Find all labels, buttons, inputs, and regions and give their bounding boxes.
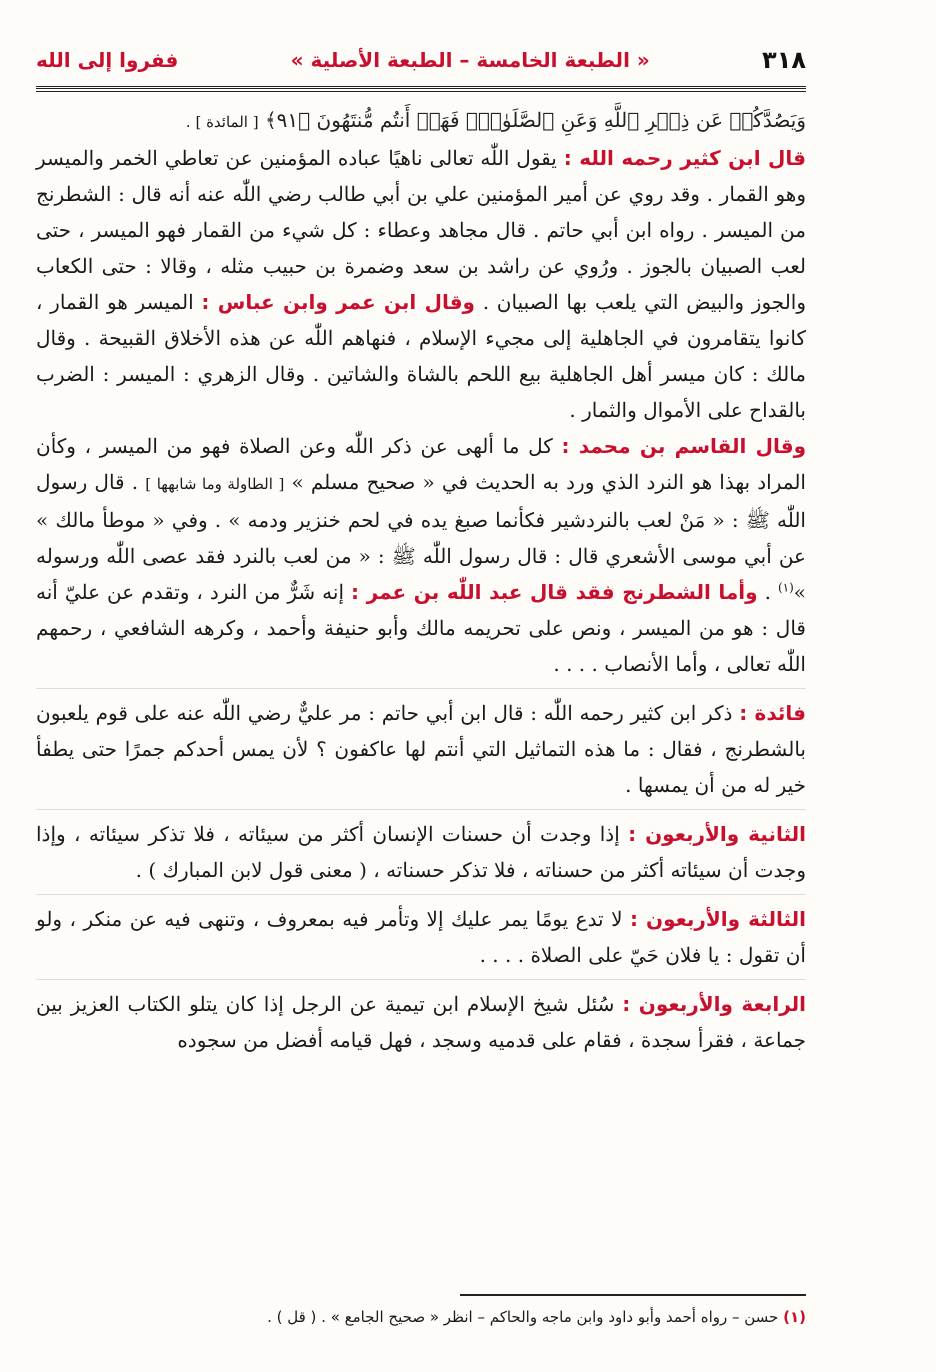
paragraph-text: . bbox=[757, 580, 778, 604]
paragraph-text: ذكر ابن كثير رحمه اللّٰه : قال ابن أبي حاتم : مر عليٌّ رضي اللّٰه عنه على قوم يلعبون بالشطرنج ، فقال : ما هذه التماثيل التي أنتم لها عاكفون ؟ لأن يمس أحدكم جمرًا حتى يطفأ خير له من أن يمسها . bbox=[36, 701, 806, 797]
verse-reference: [ المائدة ] . bbox=[185, 113, 259, 131]
paragraph-text: الميسر هو القمار ، كانوا يتقامرون في الجاهلية إلى مجيء الإسلام ، فنهاهم اللّٰه عن هذه الأخلاق القبيحة . وقال مالك : كان ميسر أهل الجاهلية بيع اللحم بالشاة والشاتين . وقال الزهري : الميسر : الضرب بالقداح على الأموال والثمار . bbox=[36, 290, 806, 422]
section-divider bbox=[36, 688, 806, 689]
paragraph-label: وقال ابن عمر وابن عباس : bbox=[201, 290, 475, 314]
page-number: ٣١٨ bbox=[762, 46, 806, 74]
footnote-text: حسن – رواه أحمد وأبو داود وابن ماجه والحاكم – انظر « صحيح الجامع » . ( قل ) . bbox=[267, 1308, 779, 1326]
paragraph-label: الثالثة والأربعون : bbox=[629, 907, 806, 931]
paragraph-qasim bbox=[36, 428, 806, 682]
page-header bbox=[36, 40, 806, 80]
paragraph-text: لا تدع يومًا يمر عليك إلا وتأمر فيه بمعروف ، وتنهى فيه عن منكر ، ولو أن تقول : يا فلان حَيّ على الصلاة . . . . bbox=[36, 907, 806, 967]
quran-verse bbox=[36, 102, 806, 140]
footnote-rule bbox=[460, 1294, 806, 1296]
paragraph-label: فائدة : bbox=[739, 701, 806, 725]
footnote bbox=[36, 1304, 806, 1330]
header-rule bbox=[36, 86, 806, 92]
verse-text: وَيَصُدَّكُمۡ عَن ذِكۡرِ ٱللَّهِ وَعَنِ ٱلصَّلَوٰةِۖ فَهَلۡ أَنتُم مُّنتَهُونَ ﴿٩١﴾ bbox=[264, 108, 806, 132]
paragraph-text: . قال رسول اللّٰه ﷺ : « مَنْ لعب بالنردشير فكأنما صبغ يده في لحم خنزير ودمه » . وفي « موطأ مالك » عن أبي موسى الأشعري قال : قال رسول اللّٰه ﷺ : « من لعب بالنرد فقد عصى اللّٰه ورسوله » bbox=[36, 470, 807, 604]
paragraph-43 bbox=[36, 901, 806, 973]
paragraph-ibn-kathir bbox=[36, 140, 806, 428]
running-title: ففروا إلى الله bbox=[36, 48, 179, 72]
paragraph-text: إذا وجدت أن حسنات الإنسان أكثر من سيئاته ، فلا تذكر سيئاته ، وإذا وجدت أن سيئاته أكثر من حسناته ، فلا تذكر حسناته ، ( معنى قول لابن المبارك ) . bbox=[36, 822, 806, 882]
paragraph-faida bbox=[36, 695, 806, 803]
section-divider bbox=[36, 979, 806, 980]
paragraph-label: الثانية والأربعون : bbox=[628, 822, 806, 846]
paragraph-42 bbox=[36, 816, 806, 888]
section-divider bbox=[36, 809, 806, 810]
section-divider bbox=[36, 894, 806, 895]
paragraph-label: وأما الشطرنج فقد قال عبد اللّٰه بن عمر : bbox=[351, 580, 758, 604]
paragraph-label: قال ابن كثير رحمه الله : bbox=[563, 146, 806, 170]
paragraph-label: وقال القاسم بن محمد : bbox=[561, 434, 806, 458]
paragraph-44 bbox=[36, 986, 806, 1058]
page-body bbox=[36, 102, 806, 1058]
bracket-note: [ الطاولة وما شابهها ] bbox=[145, 475, 285, 493]
paragraph-text: يقول اللّٰه تعالى ناهيًا عباده المؤمنين عن تعاطي الخمر والميسر وهو القمار . وقد روي عن أمير المؤمنين علي بن أبي طالب رضي اللّٰه عنه أنه قال : الشطرنج من الميسر . رواه ابن أبي حاتم . قال مجاهد وعطاء : كل شيء من القمار فهو الميسر ، حتى لعب الصبيان بالجوز . ورُوي عن راشد بن سعد وضمرة بن حبيب مثله ، وقالا : حتى الكعاب والجوز والبيض التي يلعب بها الصبيان . bbox=[36, 146, 806, 314]
paragraph-label: الرابعة والأربعون : bbox=[622, 992, 806, 1016]
footnote-number: (١) bbox=[783, 1308, 806, 1326]
footnote-marker[interactable]: (١) bbox=[777, 580, 794, 595]
edition-note: « الطبعة الخامسة – الطبعة الأصلية » bbox=[290, 48, 650, 72]
paragraph-text: إنه شَرٌّ من النرد ، وتقدم عن عليّ أنه قال : هو من الميسر ، ونص على تحريمه مالك وأبو حنيفة وأحمد ، وكرهه الشافعي ، رحمهم اللّٰه تعالى ، وأما الأنصاب . . . . bbox=[36, 580, 806, 676]
paragraph-text: كل ما ألهى عن ذكر اللّٰه وعن الصلاة فهو من الميسر ، وكأن المراد بهذا هو النرد الذي ورد به الحديث في « صحيح مسلم » bbox=[36, 434, 806, 494]
paragraph-text: سُئل شيخ الإسلام ابن تيمية عن الرجل إذا كان يتلو الكتاب العزيز بين جماعة ، فقرأ سجدة ، فقام على قدميه وسجد ، فهل قيامه أفضل من سجوده bbox=[36, 992, 806, 1052]
